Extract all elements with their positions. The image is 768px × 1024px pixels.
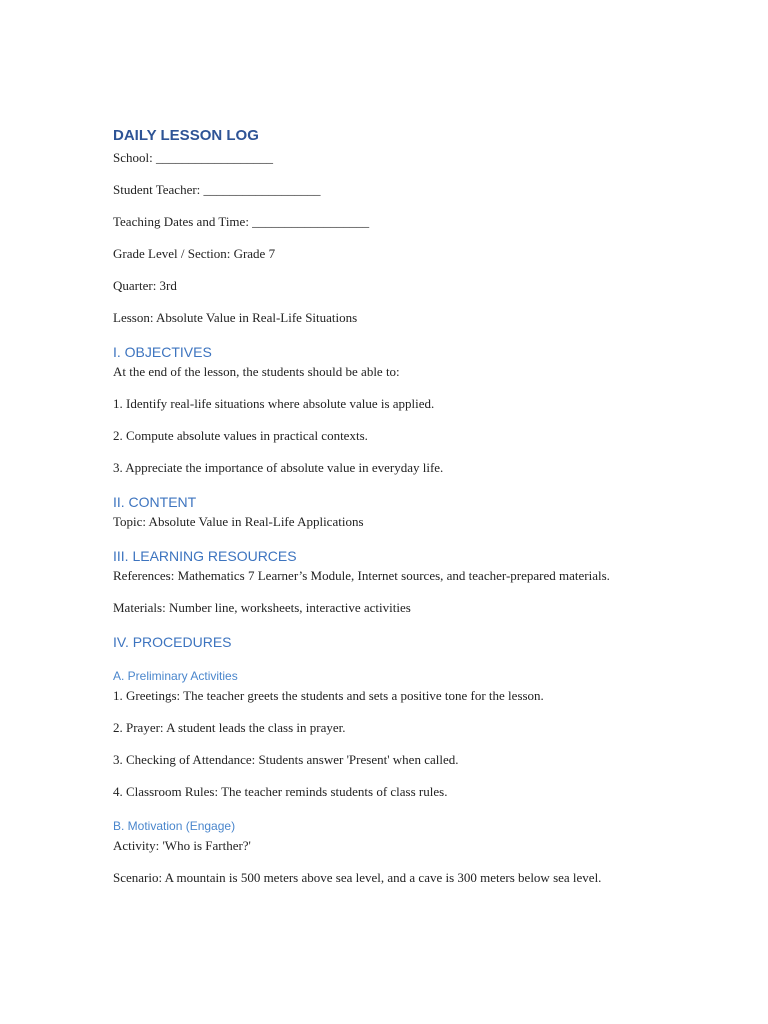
preliminary-heading: A. Preliminary Activities	[113, 669, 238, 683]
school-line: School: __________________	[113, 150, 273, 165]
student-teacher-line: Student Teacher: __________________	[113, 182, 321, 197]
objective-item: 1. Identify real-life situations where absolute value is applied.	[113, 396, 435, 411]
quarter-line: Quarter: 3rd	[113, 278, 177, 293]
resources-references: References: Mathematics 7 Learner’s Module, Internet sources, and teacher-prepared materials.	[113, 568, 610, 583]
procedures-heading: IV. PROCEDURES	[113, 634, 232, 650]
lesson-line: Lesson: Absolute Value in Real-Life Situations	[113, 310, 358, 325]
motivation-scenario: Scenario: A mountain is 500 meters above sea level, and a cave is 300 meters below sea level.	[113, 870, 602, 885]
preliminary-item: 2. Prayer: A student leads the class in prayer.	[113, 720, 346, 735]
motivation-activity: Activity: 'Who is Farther?'	[113, 838, 251, 853]
resources-materials: Materials: Number line, worksheets, interactive activities	[113, 600, 411, 615]
objective-item: 3. Appreciate the importance of absolute value in everyday life.	[113, 460, 444, 475]
objective-item: 2. Compute absolute values in practical contexts.	[113, 428, 368, 443]
preliminary-item: 3. Checking of Attendance: Students answer 'Present' when called.	[113, 752, 459, 767]
objectives-intro: At the end of the lesson, the students should be able to:	[113, 364, 400, 379]
grade-level-line: Grade Level / Section: Grade 7	[113, 246, 276, 261]
preliminary-item: 1. Greetings: The teacher greets the students and sets a positive tone for the lesson.	[113, 688, 544, 703]
preliminary-item: 4. Classroom Rules: The teacher reminds students of class rules.	[113, 784, 448, 799]
content-heading: II. CONTENT	[113, 494, 197, 510]
document-title: DAILY LESSON LOG	[113, 127, 259, 144]
motivation-heading: B. Motivation (Engage)	[113, 819, 236, 833]
document-page	[113, 124, 653, 888]
objectives-heading: I. OBJECTIVES	[113, 344, 212, 360]
teaching-dates-line: Teaching Dates and Time: __________________	[113, 214, 370, 229]
content-topic: Topic: Absolute Value in Real-Life Applications	[113, 514, 364, 529]
resources-heading: III. LEARNING RESOURCES	[113, 548, 297, 564]
